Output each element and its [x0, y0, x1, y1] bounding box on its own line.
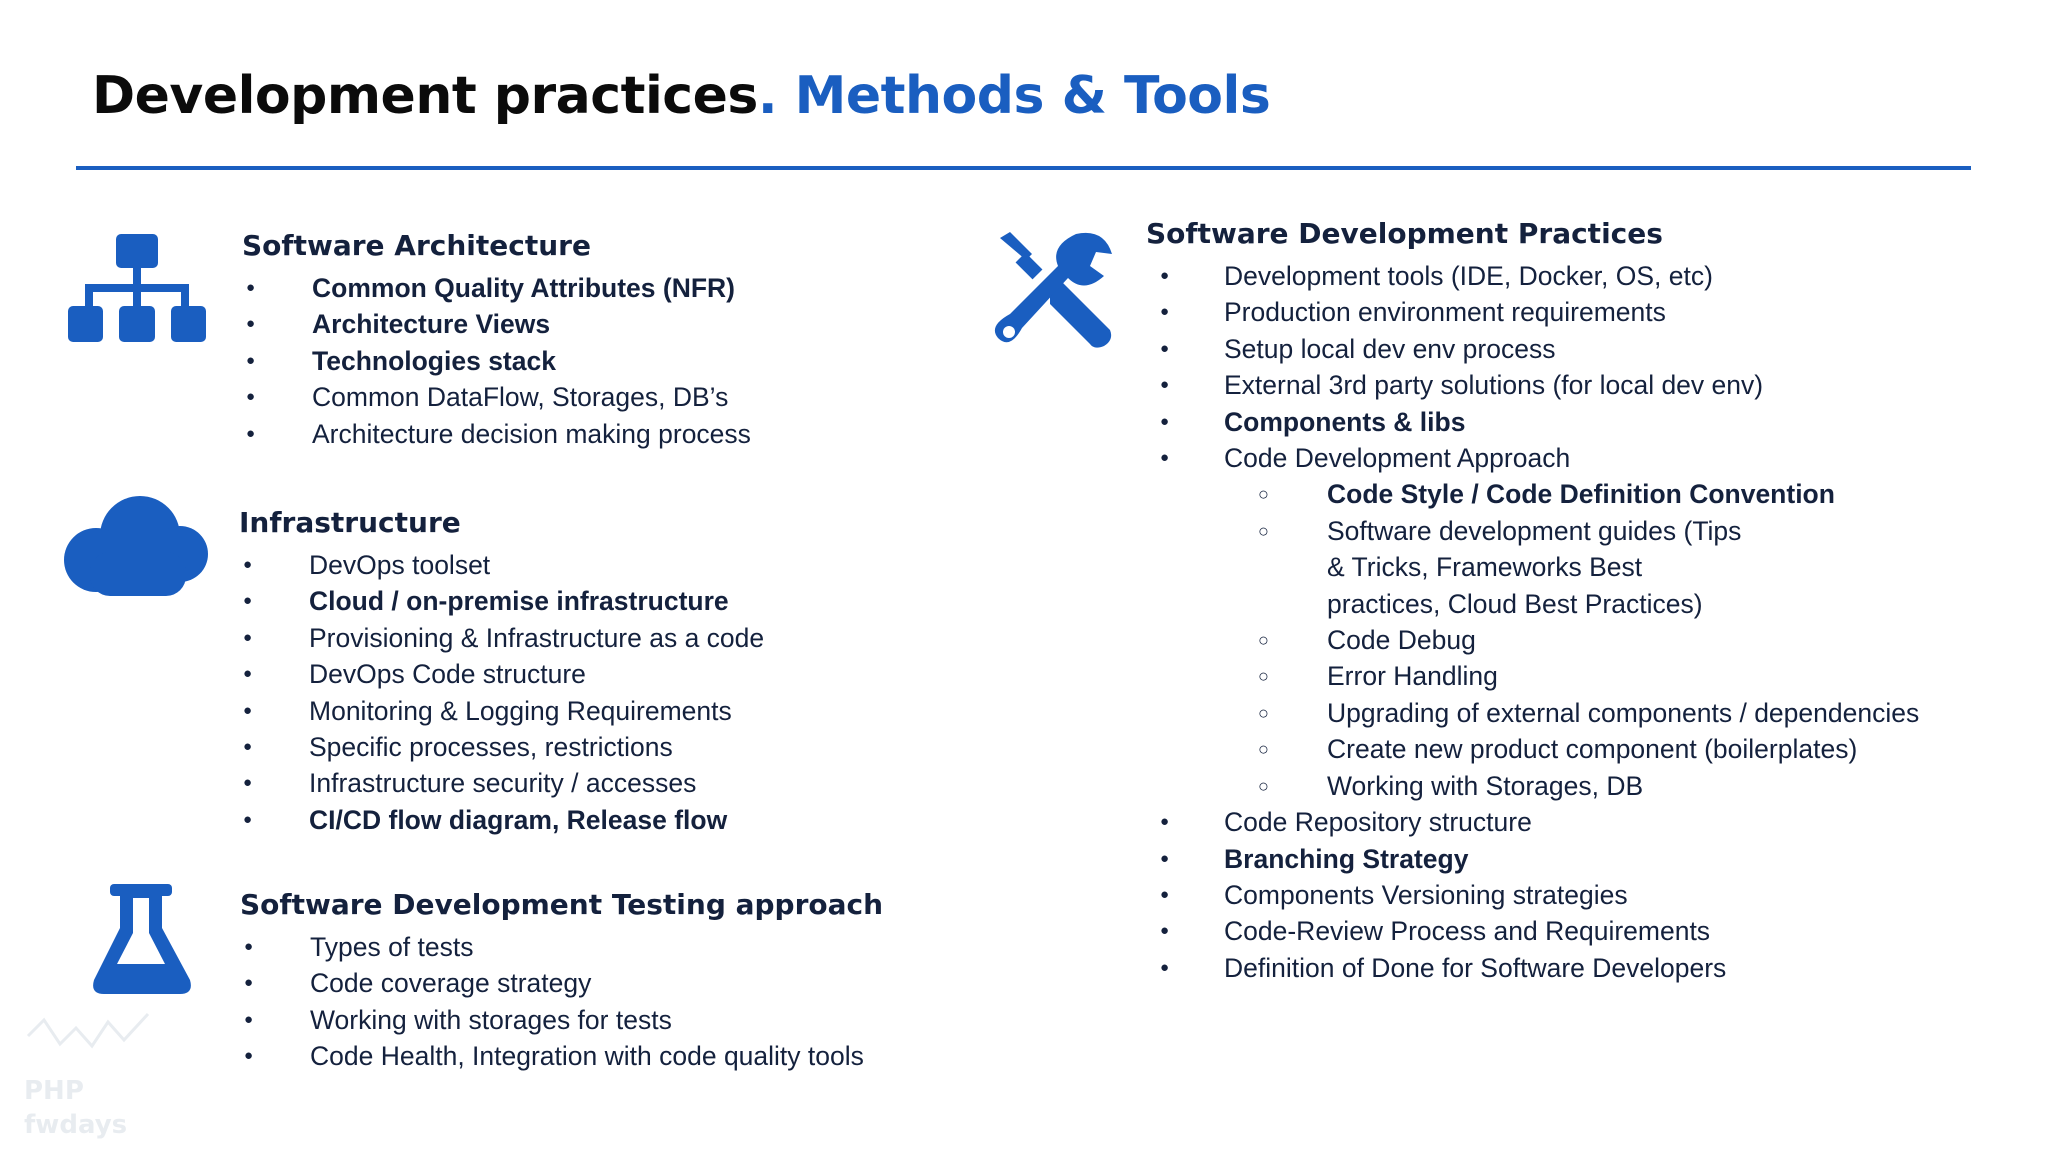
list-item: ● DevOps toolset	[239, 547, 764, 583]
list-item: ● Technologies stack	[242, 343, 751, 379]
list-item: ● Production environment requirements	[1146, 294, 1919, 330]
list-item: ● Code Development Approach	[1146, 440, 1919, 476]
sub-list-item: ○ Working with Storages, DB	[1146, 768, 1919, 804]
list-item: ● Infrastructure security / accesses	[239, 765, 764, 801]
list-item: ● Setup local dev env process	[1146, 331, 1919, 367]
sub-list-item: ○ Error Handling	[1146, 658, 1919, 694]
architecture-list	[242, 270, 751, 452]
list-item: ● Definition of Done for Software Developers	[1146, 950, 1919, 986]
section-heading: Software Development Testing approach	[240, 888, 884, 921]
section-testing	[240, 887, 883, 1075]
sub-list-item: ○ Create new product component (boilerplates)	[1146, 731, 1919, 767]
list-item: ● Code coverage strategy	[240, 965, 883, 1001]
list-item: ● CI/CD flow diagram, Release flow	[239, 802, 764, 838]
list-item: ● Code Repository structure	[1146, 804, 1919, 840]
list-item: ● Cloud / on-premise infrastructure	[239, 583, 764, 619]
title-accent: . Methods & Tools	[757, 66, 1271, 126]
page-title	[92, 66, 1270, 126]
section-heading: Software Development Practices	[1146, 217, 1663, 250]
list-item: ● Common DataFlow, Storages, DB’s	[242, 379, 751, 415]
sub-list-item: ○ Upgrading of external components / dependencies	[1146, 695, 1919, 731]
testing-list	[240, 929, 883, 1075]
list-item: ● Code-Review Process and Requirements	[1146, 913, 1919, 949]
list-item: ● Architecture decision making process	[242, 416, 751, 452]
section-practices	[1146, 216, 1919, 986]
sub-list-item: ○ Code Debug	[1146, 622, 1919, 658]
fwdays-watermark	[24, 1000, 154, 1142]
title-main: Development practices	[92, 66, 758, 126]
section-heading: Software Architecture	[242, 229, 591, 262]
practices-sublist	[1146, 476, 1919, 804]
list-item: ● Provisioning & Infrastructure as a code	[239, 620, 764, 656]
list-item: ● Components Versioning strategies	[1146, 877, 1919, 913]
tools-icon	[992, 228, 1116, 352]
infrastructure-list	[239, 547, 764, 838]
list-item: ● Common Quality Attributes (NFR)	[242, 270, 751, 306]
section-heading: Infrastructure	[239, 506, 461, 539]
cloud-icon	[62, 492, 214, 600]
list-item: ● Types of tests	[240, 929, 883, 965]
sub-list-item: ○ Software development guides (Tips & Tricks, Frameworks Best practices, Cloud Best Practices)	[1146, 513, 1747, 622]
section-architecture	[242, 228, 751, 452]
list-item: ● External 3rd party solutions (for local dev env)	[1146, 367, 1919, 403]
list-item: ● Code Health, Integration with code quality tools	[240, 1038, 883, 1074]
practices-list	[1146, 258, 1919, 476]
list-item: ● DevOps Code structure	[239, 656, 764, 692]
wave-logo-icon	[24, 1000, 154, 1060]
practices-list-bottom	[1146, 804, 1919, 986]
flask-icon	[90, 884, 194, 998]
list-item: ● Development tools (IDE, Docker, OS, etc)	[1146, 258, 1919, 294]
list-item: ● Architecture Views	[242, 306, 751, 342]
list-item: ● Specific processes, restrictions	[239, 729, 764, 765]
section-infrastructure	[239, 505, 764, 838]
title-divider	[76, 166, 1971, 170]
watermark-line1: PHP	[24, 1076, 84, 1106]
list-item: ● Branching Strategy	[1146, 841, 1919, 877]
list-item: ● Working with storages for tests	[240, 1002, 883, 1038]
list-item: ● Components & libs	[1146, 404, 1919, 440]
list-item: ● Monitoring & Logging Requirements	[239, 693, 764, 729]
watermark-line2: fwdays	[24, 1110, 128, 1140]
hierarchy-icon	[66, 234, 208, 348]
sub-list-item: ○ Code Style / Code Definition Convention	[1146, 476, 1919, 512]
